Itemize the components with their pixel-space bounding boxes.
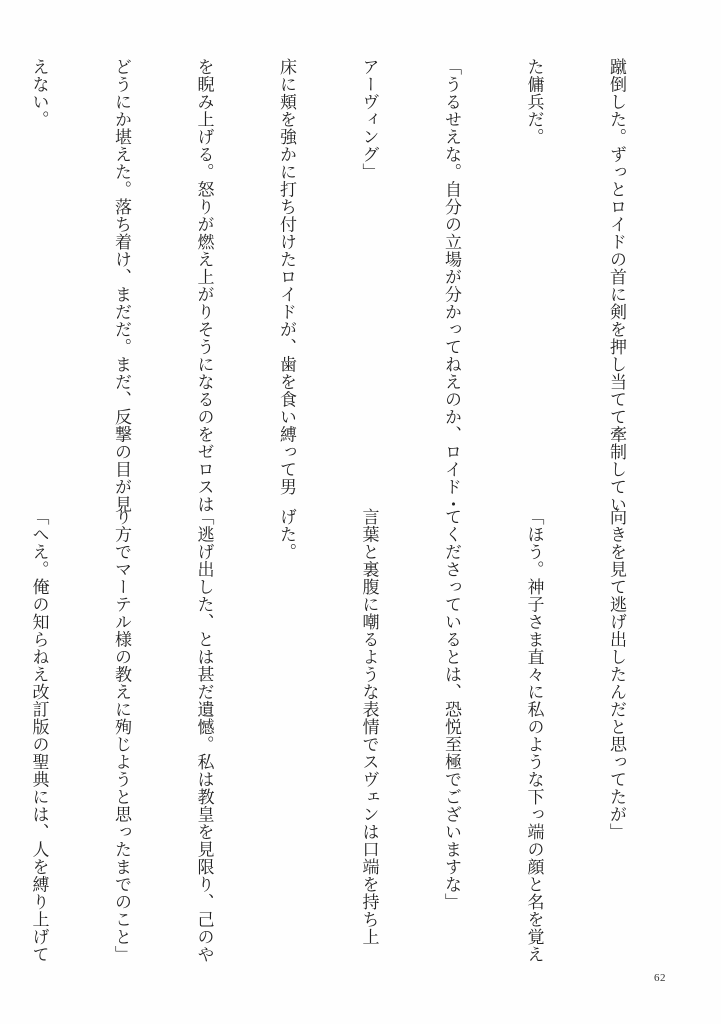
text-line: り方でマーテル様の教えに殉じようと思ったまでのこと」 — [111, 508, 131, 963]
page-number: 62 — [654, 972, 666, 984]
text-line: た傭兵だ。 — [523, 58, 544, 146]
text-line: を睨み上げる。怒りが燃え上がりそうになるのをゼロスは — [193, 58, 214, 513]
text-line: げた。 — [276, 508, 296, 561]
text-line: えない。 — [28, 58, 49, 128]
text-line: 蹴倒した。ずっとロイドの首に剣を押し当てて牽制してい — [606, 58, 626, 513]
text-line: てくださっているとは、恐悦至極でございますな」 — [441, 508, 461, 911]
text-line: アーヴィング」 — [358, 58, 379, 181]
text-line: 床に頬を強かに打ち付けたロイドが、歯を食い縛って男 — [276, 58, 296, 496]
text-line: 向きを見て逃げ出したんだと思ってたが」 — [606, 508, 626, 841]
text-line: 「へえ。俺の知らねえ改訂版の聖典には、人を縛り上げて — [28, 508, 49, 963]
text-block-top — [28, 58, 684, 513]
text-line: 「ほう。神子さま直々に私のような下っ端の顔と名を覚え — [523, 508, 544, 963]
text-line: 「逃げ出した、とは甚だ遺憾。私は教皇を見限り、己のや — [193, 508, 214, 963]
text-block-bottom — [28, 508, 684, 963]
text-line: 「うるせえな。自分の立場が分かってねえのか、ロイド・ — [441, 58, 461, 513]
text-line: どうにか堪えた。落ち着け、まだだ。まだ、反撃の目が見 — [111, 58, 131, 513]
text-line: 言葉と裏腹に嘲るような表情でスヴェンは口端を持ち上 — [358, 508, 379, 946]
